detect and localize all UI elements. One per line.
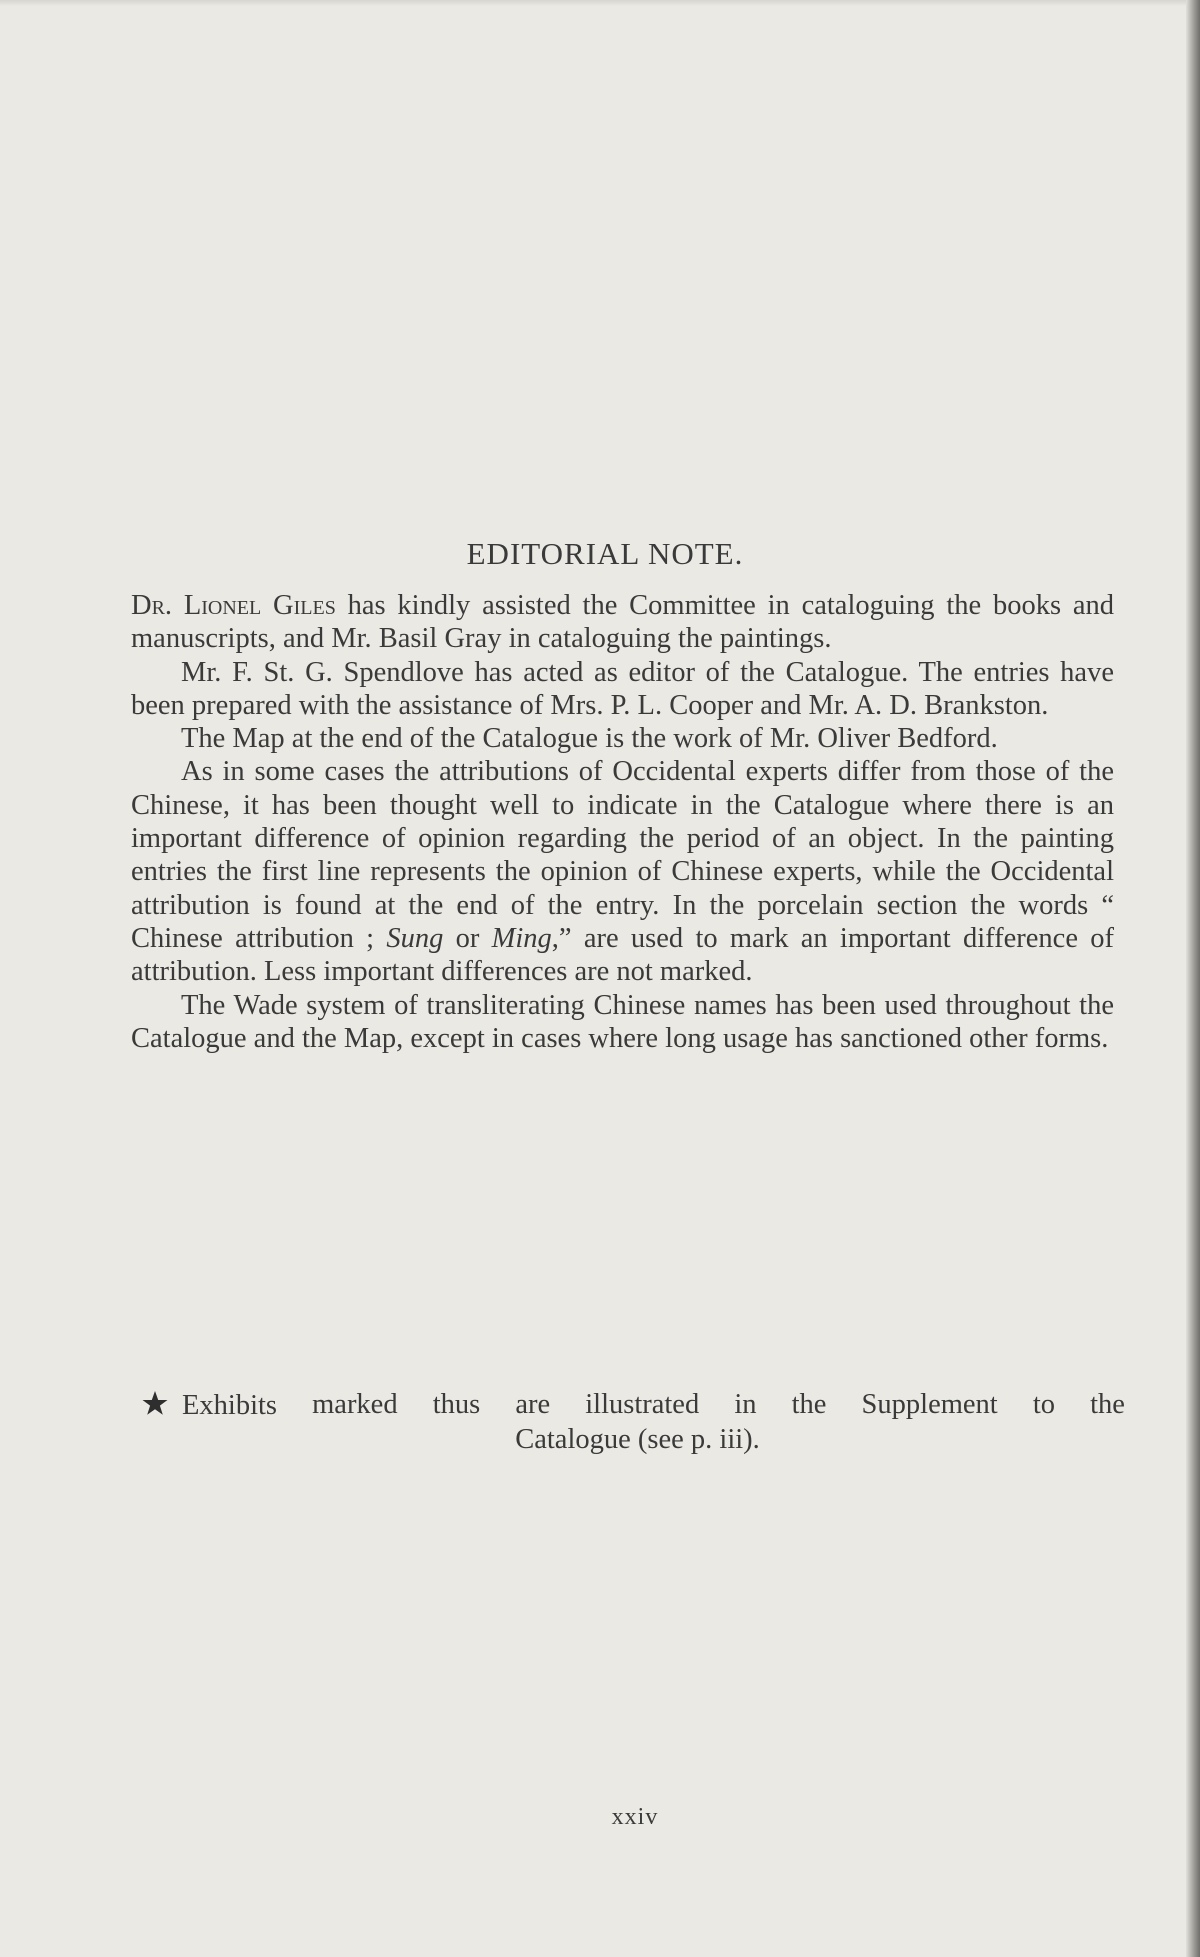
- star-icon: [140, 1388, 170, 1418]
- footnote-word-4: are: [515, 1389, 551, 1420]
- paragraph-wade-system: The Wade system of transliterating Chinese names has been used throughout the Catalogue and the Map, except in cases where long usage has sanctioned other forms.: [131, 989, 1114, 1054]
- paragraph-map: The Map at the end of the Catalogue is the work of Mr. Oliver Bedford.: [181, 723, 998, 755]
- name-lionel-giles: Dr. Lionel Giles: [131, 590, 336, 621]
- paragraph-4-part-3: ,” are used to mark an important difference of attribution. Less important differences are not marked.: [131, 922, 1114, 988]
- footnote-line-1: [140, 1388, 1125, 1423]
- editorial-body: [131, 589, 1114, 1055]
- footnote-word-8: Supplement: [861, 1389, 998, 1420]
- italic-sung: Sung: [386, 922, 444, 954]
- paragraph-attributions: [131, 755, 1114, 988]
- footnote-word-7: the: [791, 1389, 827, 1420]
- page-number: xxiv: [611, 1804, 659, 1830]
- footnote-line-2: Catalogue (see p. iii).: [515, 1424, 760, 1455]
- paragraph-editor: Mr. F. St. G. Spendlove has acted as editor of the Catalogue. The entries have been prepared with the assistance of Mrs. P. L. Cooper and Mr. A. D. Brankston.: [131, 656, 1114, 721]
- paragraph-1-text: has kindly assisted the Committee in cataloguing the books and manuscripts, and Mr. Basil Gray in cataloguing the paintings.: [131, 590, 1114, 655]
- page-right-edge: [1186, 0, 1200, 1957]
- italic-ming: Ming: [491, 922, 552, 954]
- page-top-edge: [0, 0, 1200, 6]
- paragraph-4-part-1: As in some cases the attributions of Occidental experts differ from those of the Chinese, it has been thought well to indicate in the Catalogue where there is an important difference of opinion regarding the period of an object. In the painting entries the first line represents the opinion of Chinese experts, while the Occidental attribution is found at the end of the entry. In the porcelain section the words “ Chinese attribution ;: [131, 756, 1114, 954]
- paragraph-acknowledgement: [131, 589, 1114, 656]
- footnote-word-5: illustrated: [585, 1389, 700, 1420]
- footnote-word-2: marked: [312, 1389, 398, 1420]
- footnote-word-1: Exhibits: [140, 1388, 277, 1423]
- footnote-word-3: thus: [432, 1389, 481, 1420]
- page-title: EDITORIAL NOTE.: [466, 536, 744, 571]
- footnote-word-6: in: [734, 1389, 757, 1420]
- paragraph-4-part-2: or: [443, 922, 492, 954]
- footnote-word-9: to: [1032, 1389, 1055, 1420]
- footnote-word-10: the: [1090, 1389, 1125, 1420]
- footnote: [140, 1388, 1125, 1457]
